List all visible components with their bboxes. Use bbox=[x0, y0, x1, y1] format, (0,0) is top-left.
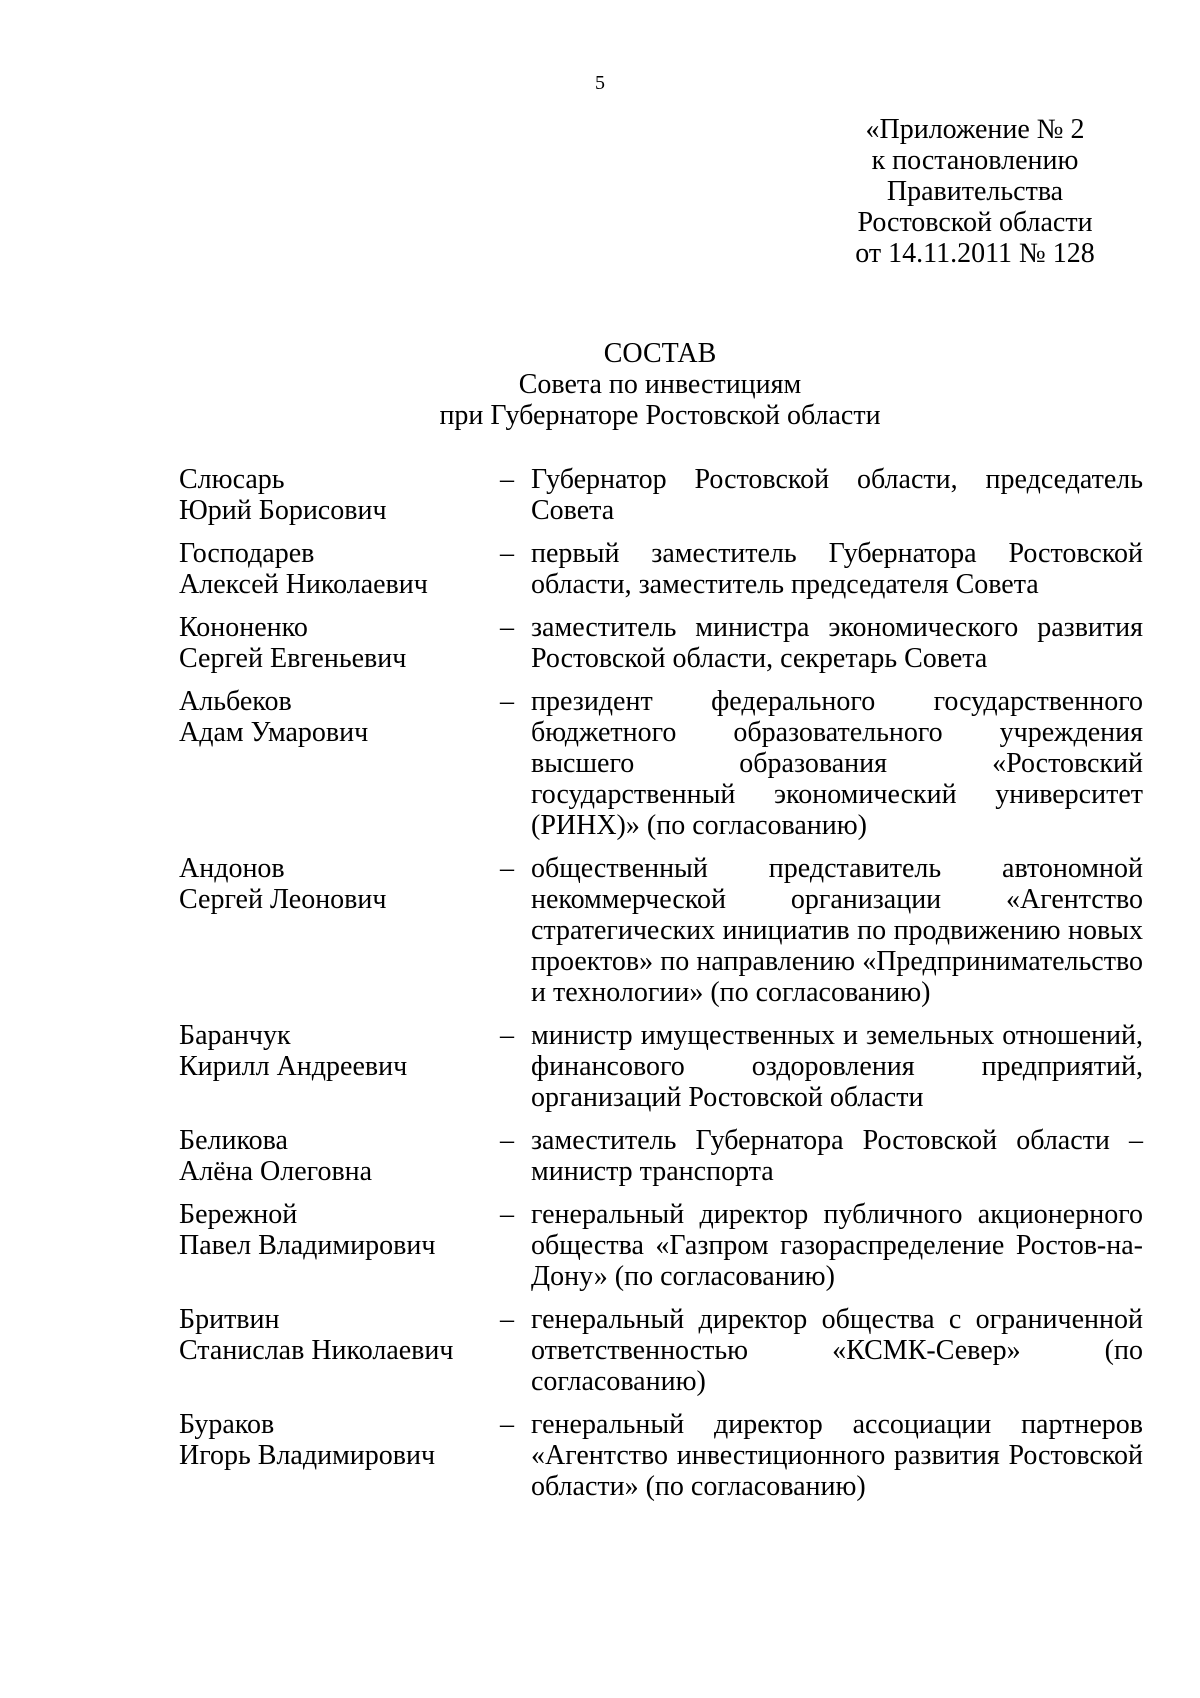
member-row bbox=[179, 686, 1143, 841]
member-dash: – bbox=[500, 612, 514, 643]
member-name bbox=[179, 612, 500, 674]
member-row bbox=[179, 612, 1143, 674]
member-row bbox=[179, 538, 1143, 600]
member-surname: Беликова bbox=[179, 1125, 288, 1156]
member-given-name: Станислав Николаевич bbox=[179, 1335, 454, 1366]
member-name bbox=[179, 464, 500, 526]
member-role: генеральный директор публичного акционерного общества «Газпром газораспределение Ростов-на-Дону» (по согласованию) bbox=[531, 1199, 1143, 1292]
appendix-line: к постановлению bbox=[871, 145, 1079, 176]
member-role: генеральный директор общества с ограниченной ответственностью «КСМК-Север» (по согласованию) bbox=[531, 1304, 1143, 1397]
document-title: СОСТАВ bbox=[603, 338, 717, 369]
member-given-name: Павел Владимирович bbox=[179, 1230, 436, 1261]
member-dash: – bbox=[500, 1199, 514, 1230]
member-given-name: Алёна Олеговна bbox=[179, 1156, 373, 1187]
member-row bbox=[179, 1199, 1143, 1292]
page-number: 5 bbox=[595, 72, 605, 94]
member-row bbox=[179, 1020, 1143, 1113]
document-subtitle: Совета по инвестициям bbox=[518, 369, 802, 400]
member-name bbox=[179, 1125, 500, 1187]
member-role: заместитель Губернатора Ростовской области – министр транспорта bbox=[531, 1125, 1143, 1187]
member-name bbox=[179, 1199, 500, 1292]
member-role: президент федерального государственного бюджетного образовательного учреждения высшего образования «Ростовский государственный экономический университет (РИНХ)» (по согласованию) bbox=[531, 686, 1143, 841]
member-row bbox=[179, 1409, 1143, 1502]
member-surname: Баранчук bbox=[179, 1020, 291, 1051]
member-dash: – bbox=[500, 1409, 514, 1440]
member-given-name: Адам Умарович bbox=[179, 717, 369, 748]
member-row bbox=[179, 853, 1143, 1008]
member-surname: Слюсарь bbox=[179, 464, 285, 495]
member-given-name: Сергей Леонович bbox=[179, 884, 387, 915]
member-surname: Бережной bbox=[179, 1199, 298, 1230]
member-role: заместитель министра экономического развития Ростовской области, секретарь Совета bbox=[531, 612, 1143, 674]
member-given-name: Игорь Владимирович bbox=[179, 1440, 436, 1471]
member-row bbox=[179, 1304, 1143, 1397]
member-role: первый заместитель Губернатора Ростовской области, заместитель председателя Совета bbox=[531, 538, 1143, 600]
member-name bbox=[179, 1304, 500, 1397]
member-surname: Бритвин bbox=[179, 1304, 280, 1335]
member-given-name: Алексей Николаевич bbox=[179, 569, 428, 600]
member-name bbox=[179, 1409, 500, 1502]
member-name bbox=[179, 853, 500, 1008]
member-dash: – bbox=[500, 1304, 514, 1335]
member-row bbox=[179, 1125, 1143, 1187]
members-list bbox=[179, 464, 1143, 1514]
member-dash: – bbox=[500, 1125, 514, 1156]
document-subtitle: при Губернаторе Ростовской области bbox=[439, 400, 881, 431]
member-name bbox=[179, 686, 500, 841]
member-name bbox=[179, 538, 500, 600]
appendix-header bbox=[840, 114, 1110, 269]
member-surname: Господарев bbox=[179, 538, 315, 569]
member-dash: – bbox=[500, 538, 514, 569]
member-role: Губернатор Ростовской области, председатель Совета bbox=[531, 464, 1143, 526]
appendix-line: «Приложение № 2 bbox=[865, 114, 1085, 145]
appendix-line: от 14.11.2011 № 128 bbox=[855, 238, 1095, 269]
member-given-name: Кирилл Андреевич bbox=[179, 1051, 408, 1082]
member-surname: Кононенко bbox=[179, 612, 308, 643]
member-surname: Бураков bbox=[179, 1409, 275, 1440]
member-dash: – bbox=[500, 686, 514, 717]
member-surname: Альбеков bbox=[179, 686, 292, 717]
appendix-line: Ростовской области bbox=[857, 207, 1093, 238]
appendix-line: Правительства bbox=[886, 176, 1064, 207]
member-role: общественный представитель автономной некоммерческой организации «Агентство стратегических инициатив по продвижению новых проектов» по направлению «Предпринимательство и технологии» (по согласованию) bbox=[531, 853, 1143, 1008]
member-role: генеральный директор ассоциации партнеров «Агентство инвестиционного развития Ростовской области» (по согласованию) bbox=[531, 1409, 1143, 1502]
member-dash: – bbox=[500, 853, 514, 884]
member-role: министр имущественных и земельных отношений, финансового оздоровления предприятий, организаций Ростовской области bbox=[531, 1020, 1143, 1113]
member-given-name: Юрий Борисович bbox=[179, 495, 387, 526]
member-row bbox=[179, 464, 1143, 526]
member-surname: Андонов bbox=[179, 853, 285, 884]
member-given-name: Сергей Евгеньевич bbox=[179, 643, 407, 674]
member-dash: – bbox=[500, 464, 514, 495]
document-heading bbox=[0, 338, 1200, 431]
member-name bbox=[179, 1020, 500, 1113]
member-dash: – bbox=[500, 1020, 514, 1051]
